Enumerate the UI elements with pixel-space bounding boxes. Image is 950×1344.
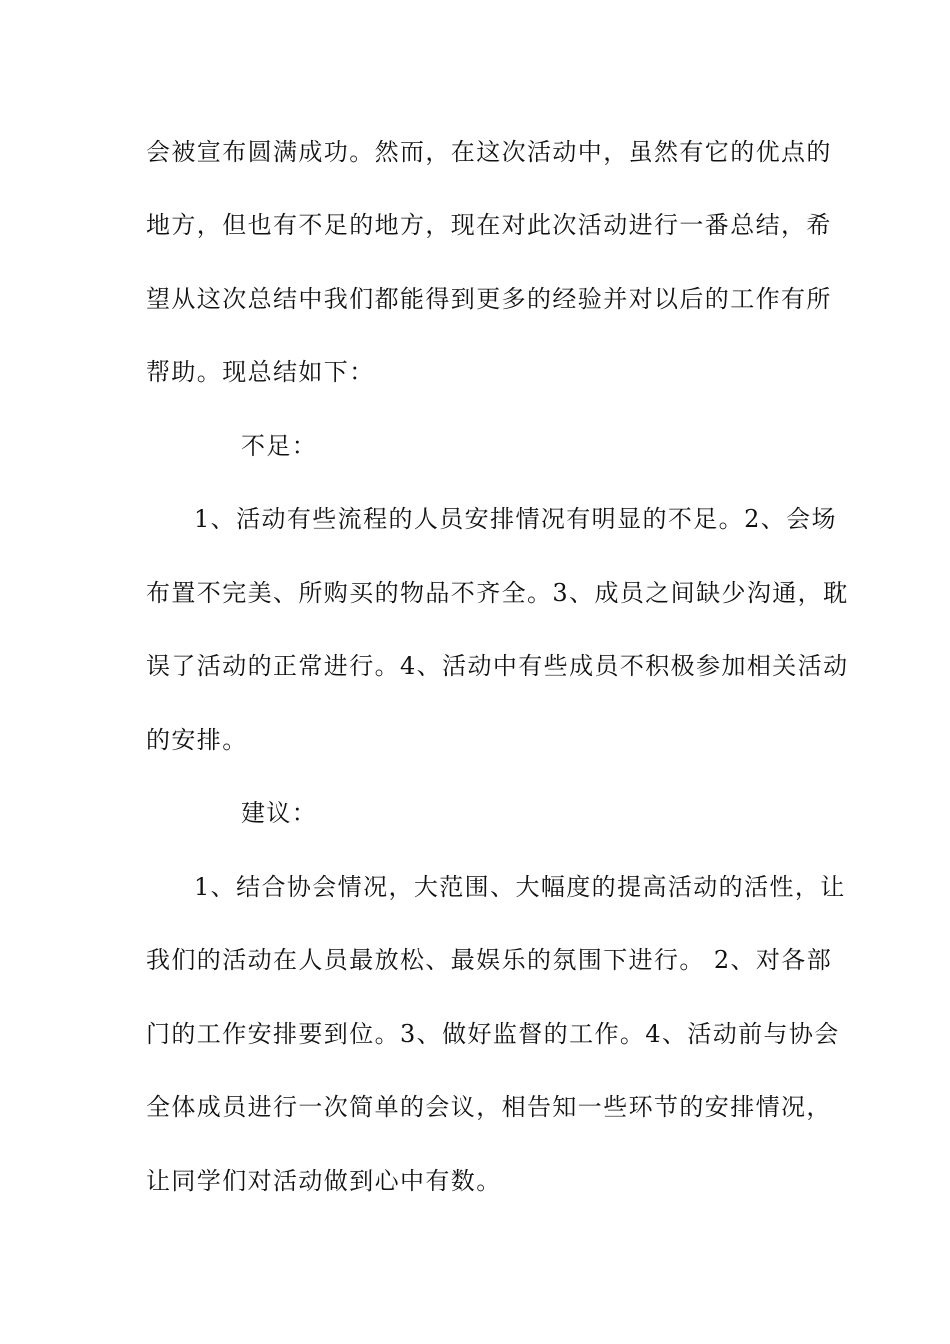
suggestions-line-3: 门的工作安排要到位。3、做好监督的工作。4、活动前与协会 bbox=[146, 1020, 840, 1048]
shortcomings-line-3: 误了活动的正常进行。4、活动中有些成员不积极参加相关活动 bbox=[146, 652, 849, 680]
intro-line-4: 帮助。现总结如下： bbox=[146, 358, 375, 386]
suggestions-line-2: 我们的活动在人员最放松、最娱乐的氛围下进行。 2、对各部 bbox=[146, 946, 833, 974]
suggestions-line-5: 让同学们对活动做到心中有数。 bbox=[146, 1167, 502, 1195]
intro-line-2: 地方，但也有不足的地方，现在对此次活动进行一番总结，希 bbox=[146, 211, 832, 239]
intro-line-3: 望从这次总结中我们都能得到更多的经验并对以后的工作有所 bbox=[146, 285, 832, 313]
shortcomings-line-1: 1、活动有些流程的人员安排情况有明显的不足。2、会场 bbox=[194, 505, 837, 533]
suggestions-line-1: 1、结合协会情况，大范围、大幅度的提高活动的活性，让 bbox=[194, 873, 846, 901]
intro-line-1: 会被宣布圆满成功。然而，在这次活动中，虽然有它的优点的 bbox=[146, 138, 832, 166]
shortcomings-line-4: 的安排。 bbox=[146, 726, 248, 754]
shortcomings-heading: 不足： bbox=[241, 432, 318, 460]
suggestions-line-4: 全体成员进行一次简单的会议，相告知一些环节的安排情况， bbox=[146, 1093, 832, 1121]
shortcomings-line-2: 布置不完美、所购买的物品不齐全。3、成员之间缺少沟通，耽 bbox=[146, 579, 849, 607]
suggestions-heading: 建议： bbox=[241, 799, 318, 827]
